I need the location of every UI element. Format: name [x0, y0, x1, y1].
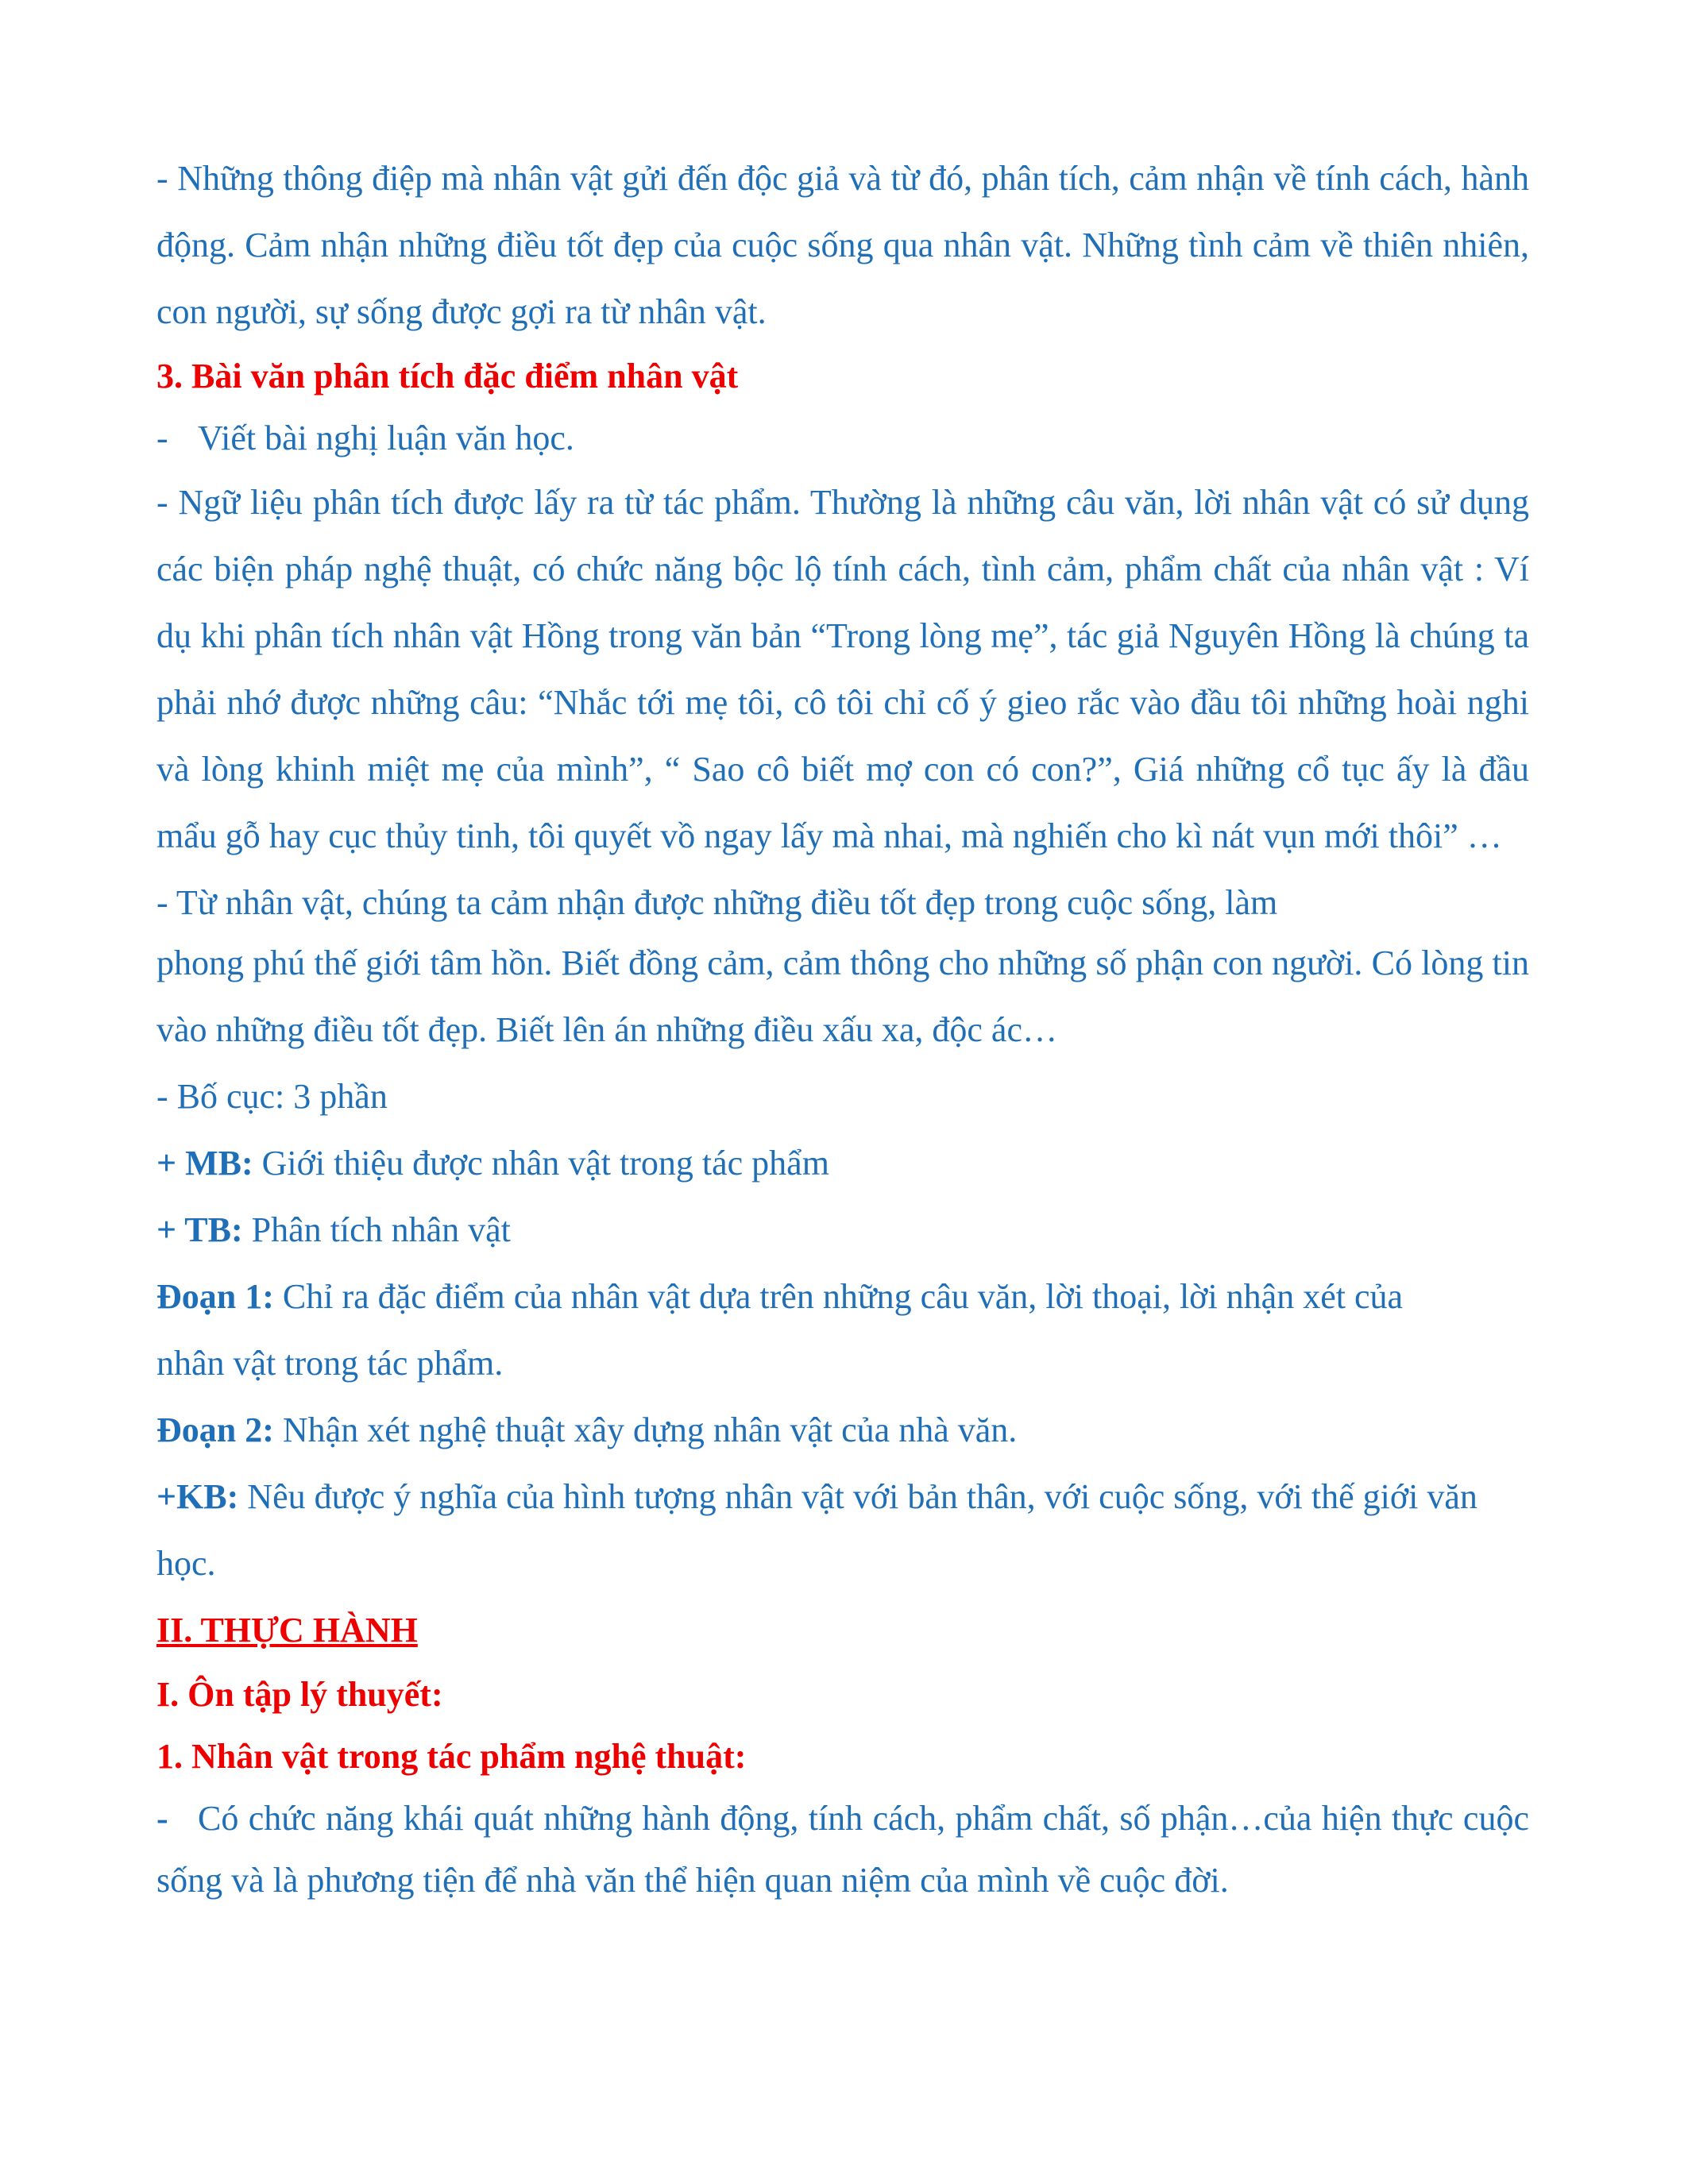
paragraph-write-essay-text: Viết bài nghị luận văn học. [198, 419, 574, 457]
heading-character-in-art: 1. Nhân vật trong tác phẩm nghệ thuật: [156, 1737, 747, 1776]
paragraph-character-function [156, 1788, 1529, 1912]
text-mb: Giới thiệu được nhân vật trong tác phẩm [253, 1144, 829, 1183]
item-tb [156, 1197, 1529, 1264]
text-doan-1: Chỉ ra đặc điểm của nhân vật dựa trên những câu văn, lời thoại, lời nhận xét của nhân vật trong tác phẩm. [156, 1277, 1404, 1383]
paragraph-layout: - Bố cục: 3 phần [156, 1077, 388, 1116]
heading-section-3: 3. Bài văn phân tích đặc điểm nhân vật [156, 357, 739, 396]
paragraph-corpus: - Ngữ liệu phân tích được lấy ra từ tác phẩm. Thường là những câu văn, lời nhân vật có sử dụng các biện pháp nghệ thuật, có chức năng bộc lộ tính cách, tình cảm, phẩm chất của nhân vật : Ví dụ khi phân tích nhân vật Hồng trong văn bản “Trong lòng mẹ”, tác giả Nguyên Hồng là chúng ta phải nhớ được những câu: “Nhắc tới mẹ tôi, cô tôi chỉ cố ý gieo rắc vào đầu tôi những hoài nghi và lòng khinh miệt mẹ của mình”, “ Sao cô biết mợ con có con?”, Giá những cổ tục ấy là đầu mẩu gỗ hay cục thủy tinh, tôi quyết vồ ngay lấy mà nhai, mà nghiến cho kì nát vụn mới thôi” … [156, 483, 1529, 855]
paragraph-messages: - Những thông điệp mà nhân vật gửi đến độc giả và từ đó, phân tích, cảm nhận về tính cách, hành động. Cảm nhận những điều tốt đẹp của cuộc sống qua nhân vật. Những tình cảm về thiên nhiên, con người, sự sống được gợi ra từ nhân vật. [156, 159, 1529, 331]
text-doan-2: Nhận xét nghệ thuật xây dựng nhân vật của nhà văn. [273, 1410, 1018, 1449]
label-doan-1: Đoạn 1: [156, 1277, 274, 1316]
paragraph-character-function-text: Có chức năng khái quát những hành động, tính cách, phẩm chất, số phận…của hiện thực cuộc sống và là phương tiện để nhà văn thể hiện quan niệm của mình về cuộc đời. [156, 1799, 1529, 1900]
heading-theory-review: I. Ôn tập lý thuyết: [156, 1675, 443, 1714]
text-kb: Nêu được ý nghĩa của hình tượng nhân vật với bản thân, với cuộc sống, với thế giới văn học. [156, 1477, 1477, 1583]
label-doan-2: Đoạn 2: [156, 1410, 274, 1449]
paragraph-write-essay [156, 407, 1529, 469]
label-kb: +KB: [156, 1477, 239, 1516]
label-mb: + MB: [156, 1144, 253, 1183]
item-doan-1 [156, 1264, 1475, 1397]
item-mb [156, 1130, 1529, 1197]
label-tb: + TB: [156, 1210, 243, 1249]
item-doan-2 [156, 1397, 1529, 1464]
dash-marker: - [156, 1799, 168, 1838]
text-tb: Phân tích nhân vật [242, 1210, 511, 1249]
paragraph-character-feelings-line1: - Từ nhân vật, chúng ta cảm nhận được những điều tốt đẹp trong cuộc sống, làm [156, 883, 1278, 922]
heading-practice: II. THỰC HÀNH [156, 1611, 418, 1650]
paragraph-character-feelings: phong phú thế giới tâm hồn. Biết đồng cảm, cảm thông cho những số phận con người. Có lòng tin vào những điều tốt đẹp. Biết lên án những điều xấu xa, độc ác… [156, 943, 1529, 1049]
item-kb [156, 1464, 1491, 1597]
document-page [156, 145, 1529, 1912]
dash-marker: - [156, 419, 168, 457]
